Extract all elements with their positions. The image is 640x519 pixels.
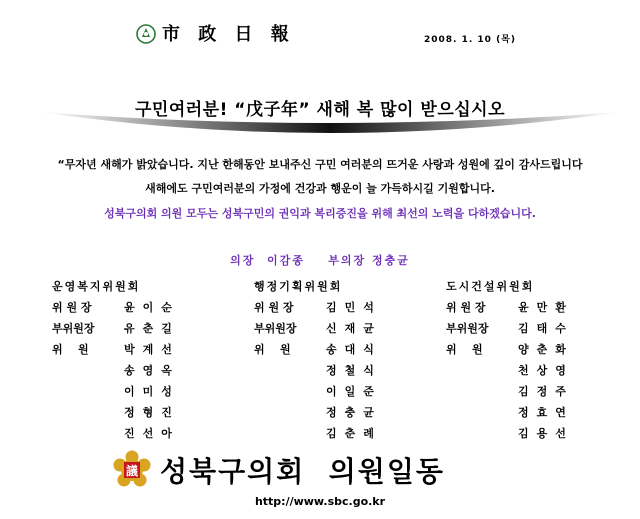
issue-date: 2008. 1. 10 (목) bbox=[424, 35, 516, 45]
member-role: 위 원 bbox=[446, 343, 483, 356]
member-row bbox=[446, 425, 596, 441]
council-signature: 성북구의회 의원일동 bbox=[160, 455, 445, 488]
member-role: 위 원 장 bbox=[254, 301, 294, 314]
member-row bbox=[52, 299, 202, 315]
member-name: 김태수 bbox=[518, 322, 574, 335]
member-row bbox=[52, 383, 202, 399]
pledge-text: 성북구의회 의원 모두는 성북구민의 권익과 복리증진을 위해 최선의 노력을 다하겠습니다. bbox=[104, 207, 536, 220]
member-name: 정철식 bbox=[326, 364, 382, 377]
member-row bbox=[254, 341, 404, 357]
member-name: 박계선 bbox=[124, 343, 180, 356]
member-name: 진선아 bbox=[124, 427, 180, 440]
member-role: 위 원 장 bbox=[446, 301, 486, 314]
member-name: 송영옥 bbox=[124, 364, 180, 377]
member-row bbox=[52, 341, 202, 357]
member-name: 송대식 bbox=[326, 343, 382, 356]
member-role: 부위원장 bbox=[52, 322, 95, 335]
member-role: 위 원 bbox=[254, 343, 291, 356]
chair-and-vice-chair: 의장 이감종 부의장 정충균 bbox=[230, 254, 410, 267]
member-row bbox=[254, 404, 404, 420]
member-role: 부위원장 bbox=[254, 322, 297, 335]
member-row bbox=[446, 341, 596, 357]
greeting-line-2: 새해에도 구민여러분의 가정에 건강과 행운이 늘 가득하시길 기원합니다. bbox=[145, 182, 495, 195]
member-name: 윤이순 bbox=[124, 301, 180, 314]
member-name: 김정주 bbox=[518, 385, 574, 398]
headline: 구민여러분! “戊子年” 새해 복 많이 받으십시오 bbox=[134, 100, 506, 120]
member-row bbox=[446, 320, 596, 336]
member-name: 이일준 bbox=[326, 385, 382, 398]
member-name: 정효연 bbox=[518, 406, 574, 419]
member-row bbox=[254, 362, 404, 378]
member-row bbox=[446, 404, 596, 420]
member-row bbox=[52, 320, 202, 336]
member-role: 부위원장 bbox=[446, 322, 489, 335]
member-name: 양춘화 bbox=[518, 343, 574, 356]
newspaper-title: 市 政 日 報 bbox=[162, 24, 295, 45]
member-name: 신재균 bbox=[326, 322, 382, 335]
greeting-line-1: “무자년 새해가 밝았습니다. 지난 한해동안 보내주신 구민 여러분의 뜨거운 사랑과 성원에 깊이 감사드립니다 bbox=[57, 158, 583, 171]
emblem-icon bbox=[136, 24, 156, 44]
member-row bbox=[446, 362, 596, 378]
member-name: 유춘길 bbox=[124, 322, 180, 335]
member-name: 이미성 bbox=[124, 385, 180, 398]
member-row bbox=[254, 425, 404, 441]
member-name: 김용선 bbox=[518, 427, 574, 440]
website-link[interactable]: http://www.sbc.go.kr bbox=[254, 495, 386, 508]
member-row bbox=[254, 299, 404, 315]
seal-glyph: 議 bbox=[125, 464, 139, 478]
member-row bbox=[52, 425, 202, 441]
member-name: 김민석 bbox=[326, 301, 382, 314]
member-row bbox=[446, 383, 596, 399]
member-row bbox=[446, 299, 596, 315]
council-seal-icon bbox=[112, 450, 152, 490]
member-role: 위 원 bbox=[52, 343, 89, 356]
member-row bbox=[52, 362, 202, 378]
member-name: 김춘례 bbox=[326, 427, 382, 440]
committee-name: 운영복지위원회 bbox=[52, 280, 141, 293]
committee-name: 행정기획위원회 bbox=[254, 280, 343, 293]
member-name: 윤만환 bbox=[518, 301, 574, 314]
member-role: 위 원 장 bbox=[52, 301, 92, 314]
member-name: 정충균 bbox=[326, 406, 382, 419]
member-row bbox=[52, 404, 202, 420]
member-name: 천상영 bbox=[518, 364, 574, 377]
member-name: 정형진 bbox=[124, 406, 180, 419]
member-row bbox=[254, 383, 404, 399]
member-row bbox=[254, 320, 404, 336]
committee-name: 도시건설위원회 bbox=[446, 280, 535, 293]
